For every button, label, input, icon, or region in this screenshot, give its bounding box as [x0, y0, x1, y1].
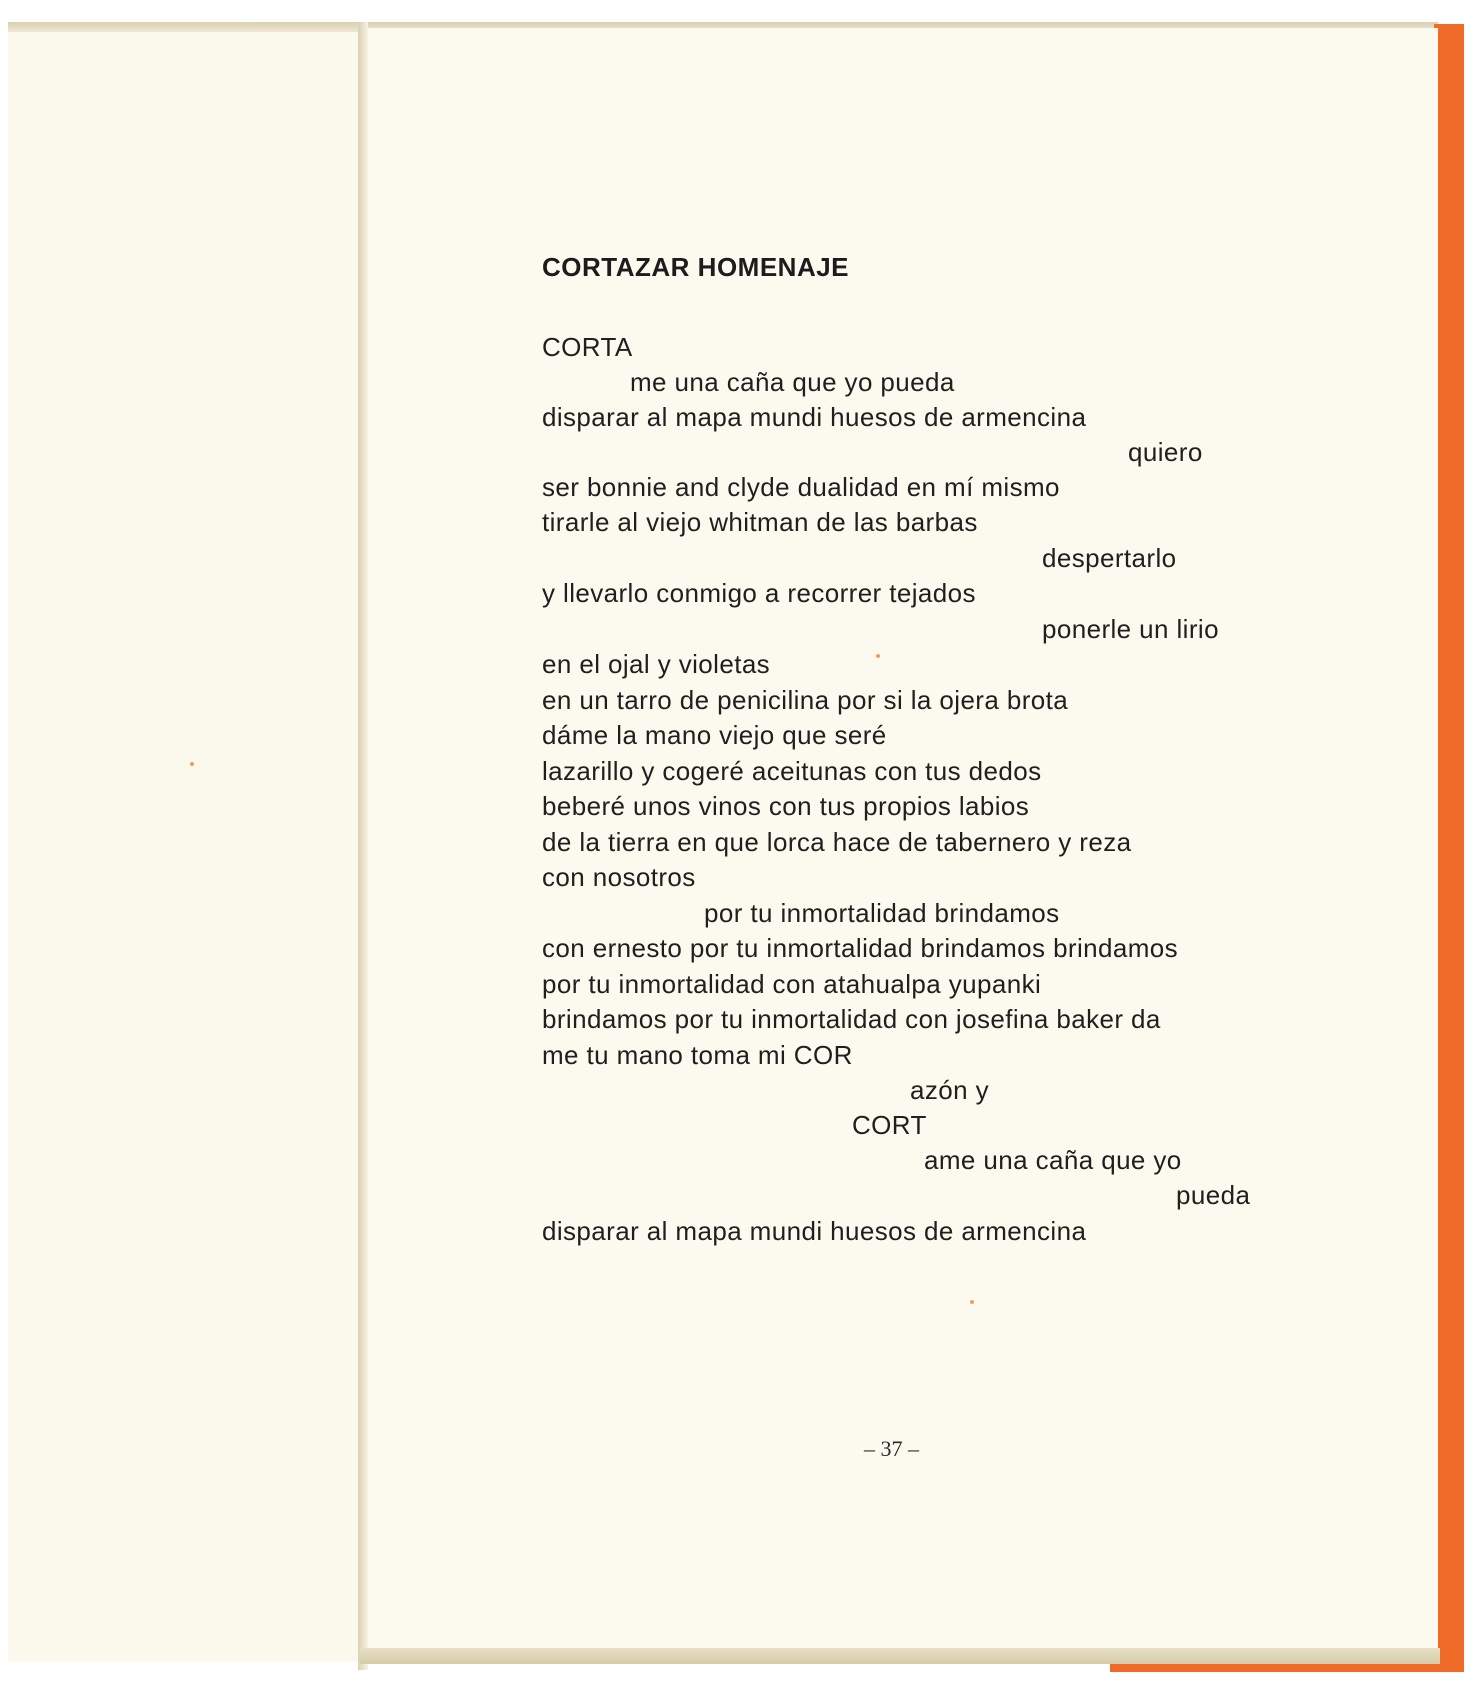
- poem-line: pueda: [1176, 1180, 1251, 1210]
- poem-line: ser bonnie and clyde dualidad en mí mismo: [542, 472, 1060, 502]
- poem-title: CORTAZAR HOMENAJE: [542, 252, 850, 282]
- left-page-blank: [8, 30, 364, 1662]
- poem-line: brindamos por tu inmortalidad con josefina baker da: [542, 1004, 1161, 1034]
- poem-line: y llevarlo conmigo a recorrer tejados: [542, 578, 976, 608]
- poem-line: por tu inmortalidad brindamos: [704, 898, 1060, 928]
- poem-line: me tu mano toma mi COR: [542, 1040, 853, 1070]
- poem-line: en el ojal y violetas: [542, 649, 771, 679]
- poem-line: con nosotros: [542, 862, 696, 892]
- poem-line: azón y: [910, 1075, 990, 1105]
- poem-line: tirarle al viejo whitman de las barbas: [542, 507, 978, 537]
- poem-line: con ernesto por tu inmortalidad brindamos brindamos: [542, 933, 1179, 963]
- book-gutter: [358, 22, 368, 1670]
- poem-line: en un tarro de penicilina por si la ojera brota: [542, 685, 1069, 715]
- poem-line: quiero: [1128, 437, 1203, 467]
- paper-speck: [970, 1300, 974, 1304]
- poem-line: disparar al mapa mundi huesos de armencina: [542, 1216, 1087, 1246]
- poem-line: de la tierra en que lorca hace de tabernero y reza: [542, 827, 1132, 857]
- poem-line: beberé unos vinos con tus propios labios: [542, 791, 1030, 821]
- poem-line: disparar al mapa mundi huesos de armencina: [542, 402, 1087, 432]
- book-cover-edge: [1434, 24, 1464, 1672]
- poem-line: dáme la mano viejo que seré: [542, 720, 887, 750]
- poem-line: CORT: [852, 1110, 927, 1140]
- poem-line: por tu inmortalidad con atahualpa yupanki: [542, 969, 1042, 999]
- page-number: – 37 –: [864, 1436, 919, 1461]
- bottom-page-edge: [360, 1648, 1440, 1664]
- poem-line: despertarlo: [1042, 543, 1177, 573]
- poem-line: me una caña que yo pueda: [630, 367, 955, 397]
- paper-speck: [190, 762, 194, 766]
- paper-speck: [876, 654, 880, 658]
- poem-line: ame una caña que yo: [924, 1145, 1182, 1175]
- poem-line: ponerle un lirio: [1042, 614, 1219, 644]
- poem-line: CORTA: [542, 332, 633, 362]
- poem-line: lazarillo y cogeré aceitunas con tus dedos: [542, 756, 1042, 786]
